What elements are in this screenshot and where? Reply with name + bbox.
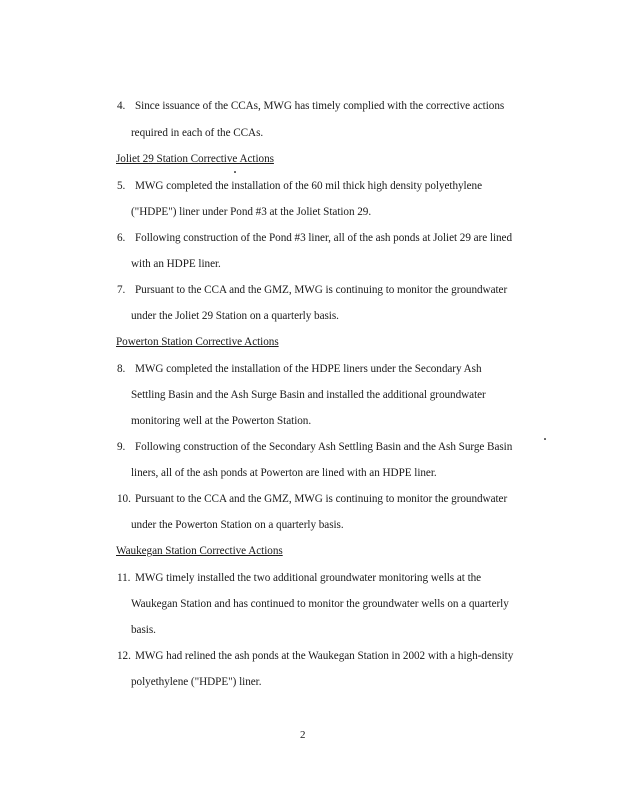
page-number: 2 <box>300 729 306 741</box>
list-item-12-line-2: polyethylene ("HDPE") liner. <box>131 676 262 688</box>
list-item-11-line-2: Waukegan Station and has continued to monitor the groundwater wells on a quarterly <box>131 598 509 610</box>
list-item-10-line-2: under the Powerton Station on a quarterly basis. <box>131 519 344 531</box>
list-item-8-line-3: monitoring well at the Powerton Station. <box>131 415 312 427</box>
list-item-9-line-1: 9. Following construction of the Secondary Ash Settling Basin and the Ash Surge Basin <box>117 441 513 453</box>
list-item-4-line-1: 4. Since issuance of the CCAs, MWG has timely complied with the corrective actions <box>117 100 505 112</box>
item-number: 5. <box>117 180 126 192</box>
item-number: 4. <box>117 100 126 112</box>
list-item-7-line-1: 7. Pursuant to the CCA and the GMZ, MWG is continuing to monitor the groundwater <box>117 284 508 296</box>
item-number: 11. <box>117 572 131 584</box>
list-item-5-line-1: 5. MWG completed the installation of the 60 mil thick high density polyethylene <box>117 180 482 192</box>
list-item-4-line-2: required in each of the CCAs. <box>131 127 264 139</box>
item-number: 9. <box>117 441 126 453</box>
list-item-7-line-2: under the Joliet 29 Station on a quarterly basis. <box>131 310 339 322</box>
scan-speck <box>544 438 546 440</box>
item-number: 7. <box>117 284 126 296</box>
section-heading-joliet: Joliet 29 Station Corrective Actions <box>116 153 274 165</box>
section-heading-waukegan: Waukegan Station Corrective Actions <box>116 545 283 557</box>
item-number: 10. <box>117 493 131 505</box>
scan-speck <box>234 171 236 173</box>
list-item-10-line-1: 10. Pursuant to the CCA and the GMZ, MWG is continuing to monitor the groundwater <box>117 493 508 505</box>
item-number: 8. <box>117 363 126 375</box>
list-item-9-line-2: liners, all of the ash ponds at Powerton are lined with an HDPE liner. <box>131 467 437 479</box>
list-item-5-line-2: ("HDPE") liner under Pond #3 at the Joliet Station 29. <box>131 206 372 218</box>
item-number: 6. <box>117 232 126 244</box>
list-item-11-line-3: basis. <box>131 624 156 636</box>
list-item-12-line-1: 12. MWG had relined the ash ponds at the Waukegan Station in 2002 with a high-density <box>117 650 514 662</box>
list-item-11-line-1: 11. MWG timely installed the two additional groundwater monitoring wells at the <box>117 572 482 584</box>
list-item-6-line-2: with an HDPE liner. <box>131 258 221 270</box>
list-item-6-line-1: 6. Following construction of the Pond #3 liner, all of the ash ponds at Joliet 29 are lined <box>117 232 513 244</box>
item-number: 12. <box>117 650 131 662</box>
section-heading-powerton: Powerton Station Corrective Actions <box>116 336 279 348</box>
list-item-8-line-1: 8. MWG completed the installation of the HDPE liners under the Secondary Ash <box>117 363 482 375</box>
list-item-8-line-2: Settling Basin and the Ash Surge Basin and installed the additional groundwater <box>131 389 486 401</box>
